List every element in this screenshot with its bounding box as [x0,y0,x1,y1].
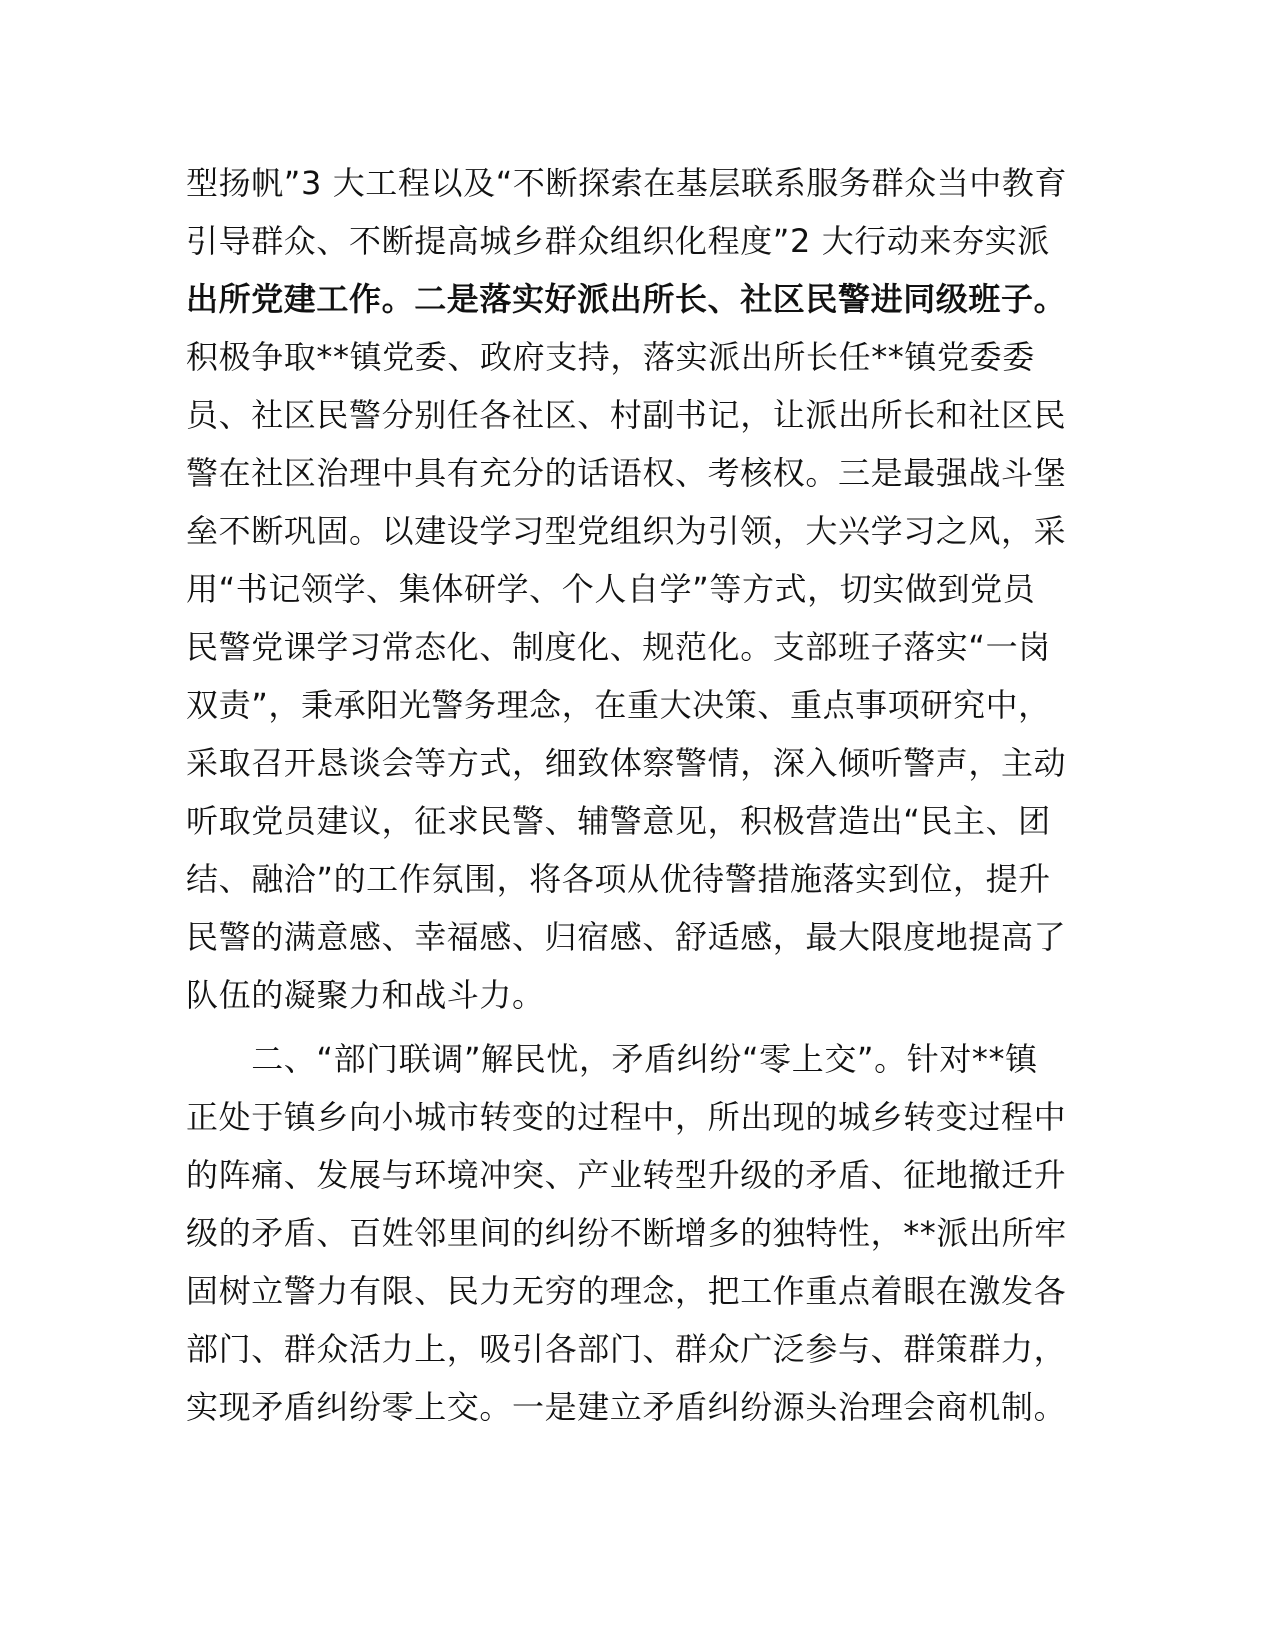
text-line: 实现矛盾纠纷零上交。一是建立矛盾纠纷源头治理会商机制。 [186,1388,1067,1426]
text-line: 民警的满意感、幸福感、归宿感、舒适感，最大限度地提高了 [186,918,1067,956]
body-text [186,154,1086,1436]
text-line: 正处于镇乡向小城市转变的过程中，所出现的城乡转变过程中 [186,1098,1067,1136]
text-line: 队伍的凝聚力和战斗力。 [186,976,545,1014]
text-line: 出所党建工作。二是落实好派出所长、社区民警进同级班子。 [186,280,1067,318]
text-line: 听取党员建议，征求民警、辅警意见，积极营造出“民主、团 [186,802,1051,840]
text-line: 结、融洽”的工作氛围，将各项从优待警措施落实到位，提升 [186,860,1051,898]
text-line: 级的矛盾、百姓邻里间的纠纷不断增多的独特性，**派出所牢 [186,1214,1067,1252]
text-line: 警在社区治理中具有充分的话语权、考核权。三是最强战斗堡 [186,454,1067,492]
text-line: 型扬帆”3 大工程以及“不断探索在基层联系服务群众当中教育 [186,164,1068,202]
text-line: 用“书记领学、集体研学、个人自学”等方式，切实做到党员 [186,570,1036,608]
text-line: 垒不断巩固。以建设学习型党组织为引领，大兴学习之风，采 [186,512,1067,550]
text-line: 采取召开恳谈会等方式，细致体察警情，深入倾听警声，主动 [186,744,1067,782]
text-line: 的阵痛、发展与环境冲突、产业转型升级的矛盾、征地撤迁升 [186,1156,1067,1194]
text-line: 二、“部门联调”解民忧，矛盾纠纷“零上交”。针对**镇 [186,1040,1038,1078]
text-line: 积极争取**镇党委、政府支持，落实派出所长任**镇党委委 [186,338,1035,376]
text-line: 部门、群众活力上，吸引各部门、群众广泛参与、群策群力， [186,1330,1067,1368]
text-line: 双责”，秉承阳光警务理念，在重大决策、重点事项研究中， [186,686,1051,724]
text-line: 员、社区民警分别任各社区、村副书记，让派出所长和社区民 [186,396,1067,434]
text-line: 固树立警力有限、民力无穷的理念，把工作重点着眼在激发各 [186,1272,1067,1310]
text-line: 引导群众、不断提高城乡群众组织化程度”2 大行动来夯实派 [186,222,1050,260]
text-line: 民警党课学习常态化、制度化、规范化。支部班子落实“一岗 [186,628,1051,666]
